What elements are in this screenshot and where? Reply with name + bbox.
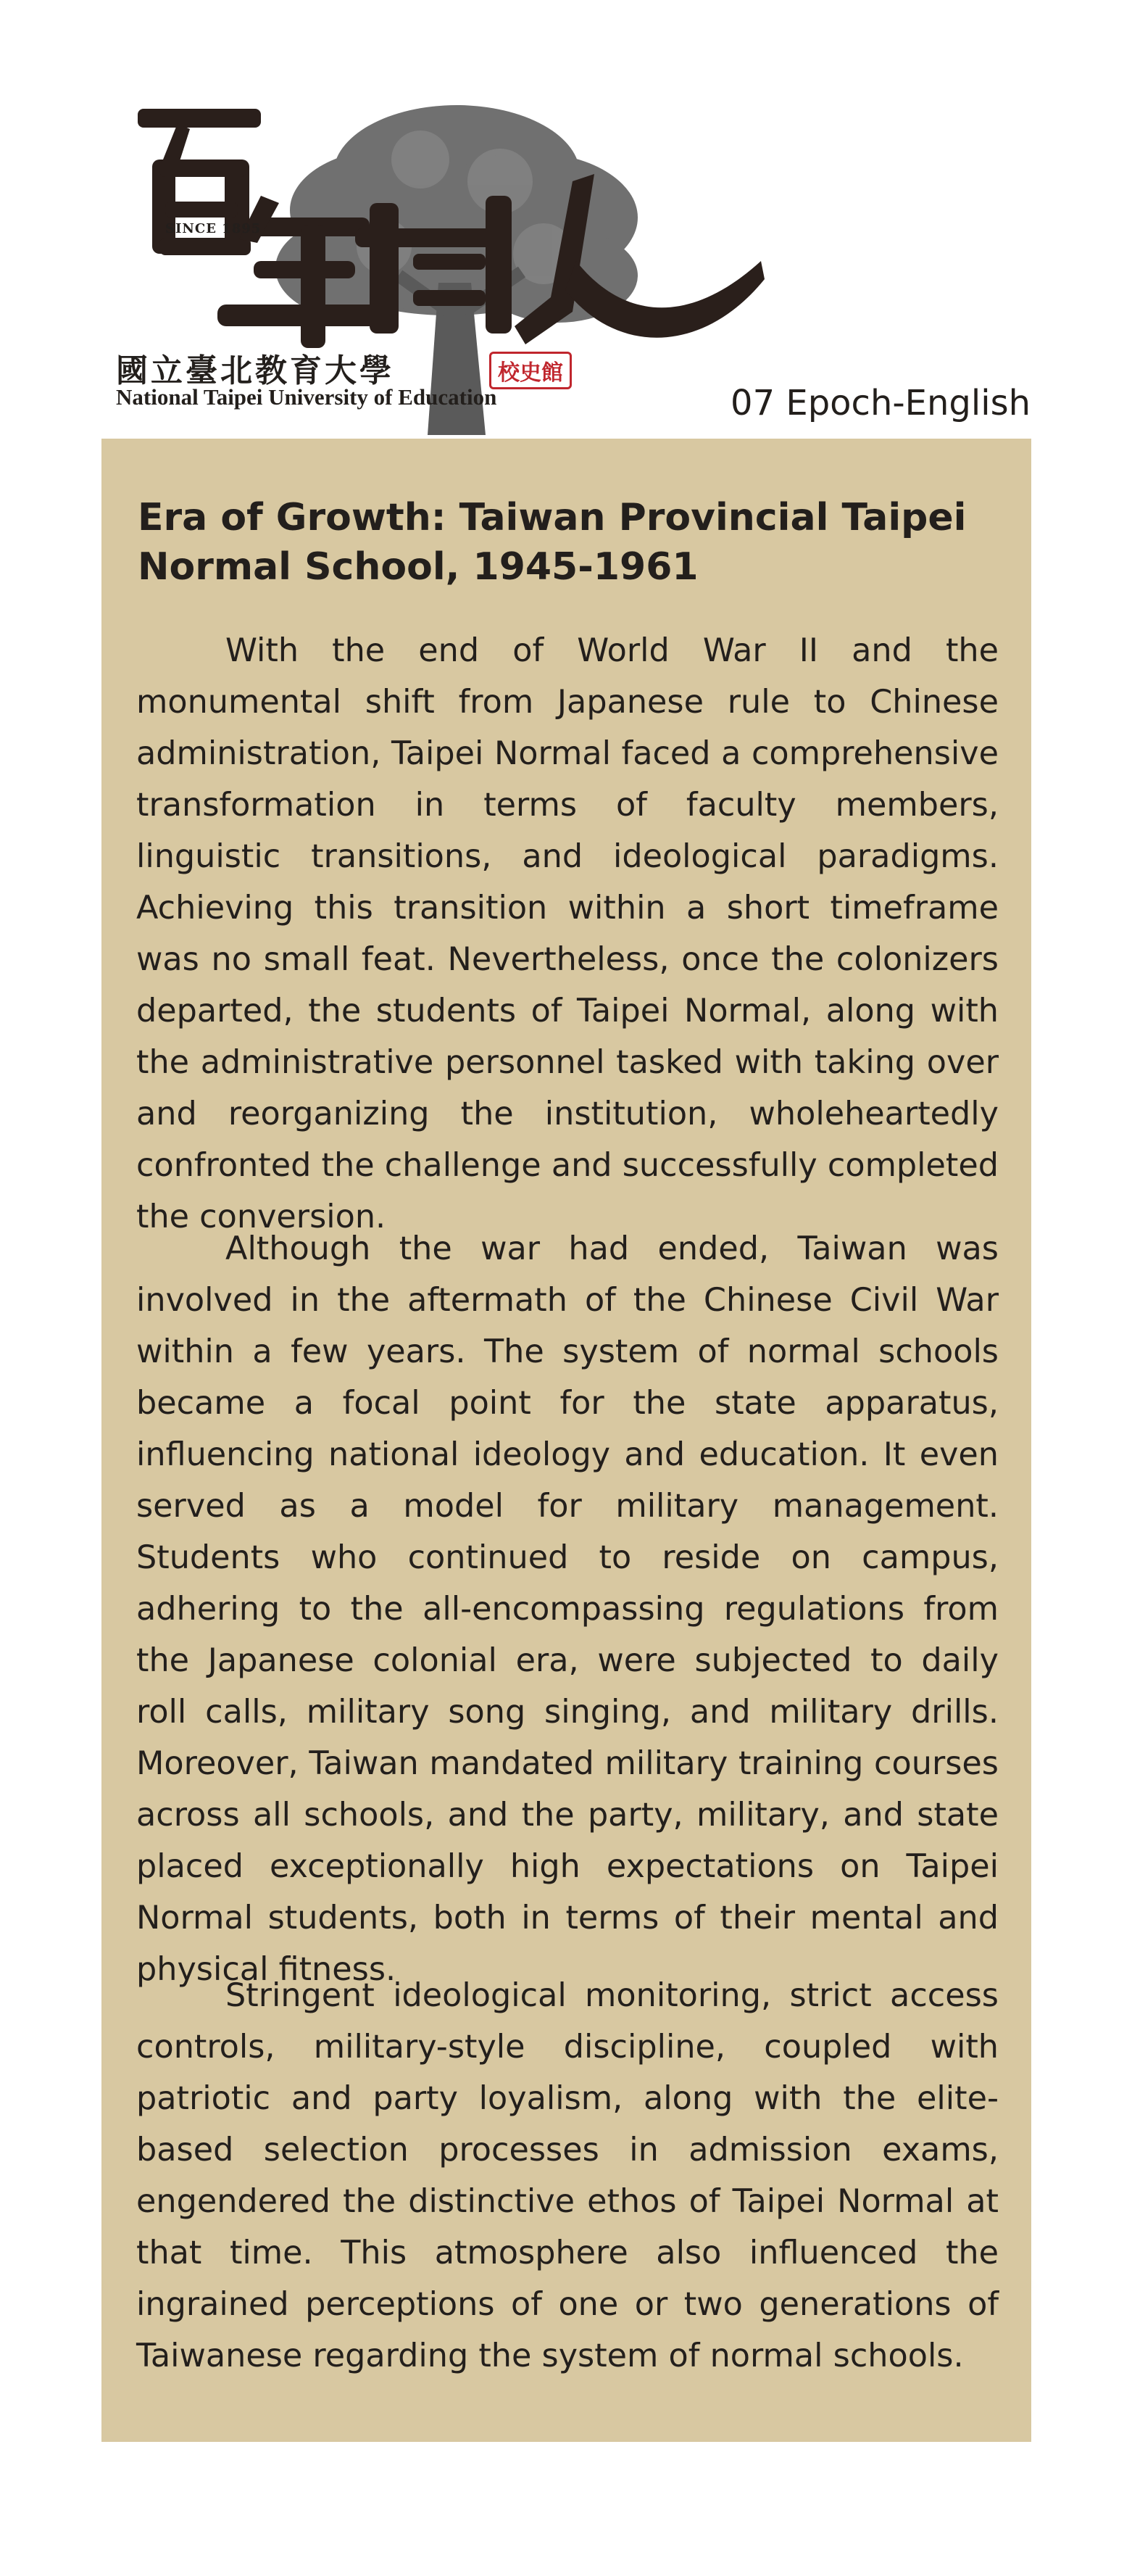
- logo-since-text: SINCE 1895: [165, 221, 262, 236]
- paragraph-3: Stringent ideological monitoring, strict access controls, military-style discipline, coupled with patriotic and party loyalism, along with the elite-based selection processes in admission exams, engendered the distinctive ethos of Taipei Normal at that time. This atmosphere also influenced the ingrained perceptions of one or two generations of Taiwanese regarding the system of normal schools.: [136, 1977, 999, 2374]
- paragraph-1: With the end of World War II and the monumental shift from Japanese rule to Chinese administration, Taipei Normal faced a comprehensive transformation in terms of faculty members, linguistic transitions, and ideological paradigms. Achieving this transition within a short timeframe was no small feat. Nevertheless, once the colonizers departed, the students of Taipei Normal, along with the administrative personnel tasked with taking over and reorganizing the institution, wholeheartedly confronted the challenge and successfully completed the conversion.: [136, 632, 999, 1235]
- paragraph-2: Although the war had ended, Taiwan was involved in the aftermath of the Chinese Civil War within a few years. The system of normal schools became a focal point for the state apparatus, influencing national ideology and education. It even served as a model for military management. Students who continued to reside on campus, adhering to the all-encompassing regulations from the Japanese colonial era, were subjected to daily roll calls, military song singing, and military drills. Moreover, Taiwan mandated military training courses across all schools, and the party, military, and state placed exceptionally high expectations on Taipei Normal students, both in terms of their mental and physical fitness.: [136, 1230, 999, 1988]
- article-title: Era of Growth: Taiwan Provincial Taipei Normal School, 1945-1961: [138, 496, 967, 589]
- header: [0, 0, 1132, 442]
- university-name-chinese: 國立臺北教育大學: [116, 352, 394, 389]
- university-name-english: National Taipei University of Education: [116, 384, 497, 410]
- history-museum-seal: 校史館: [489, 352, 572, 389]
- epoch-label: 07 Epoch-English: [731, 383, 1031, 423]
